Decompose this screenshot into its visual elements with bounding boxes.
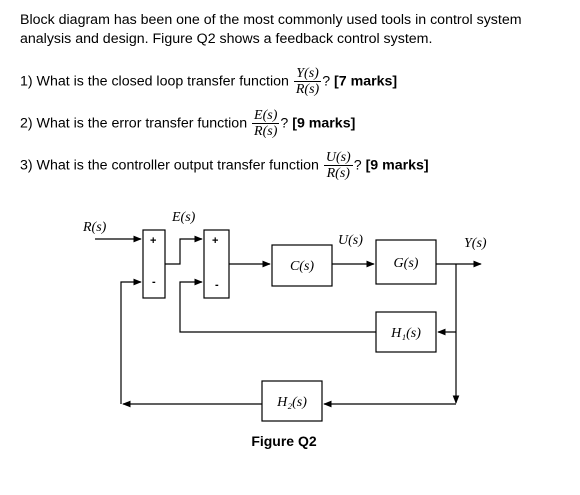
- output-label: Y(s): [464, 236, 487, 251]
- question-1-text: 1) What is the closed loop transfer function: [20, 73, 289, 90]
- question-1-numerator: Y(s): [294, 66, 321, 82]
- inner-feedback-label: H₁(s): [391, 326, 421, 341]
- sum2-plus: +: [212, 235, 219, 247]
- error-label: E(s): [172, 210, 196, 225]
- question-2-qmark: ?: [280, 115, 289, 132]
- input-label: R(s): [83, 220, 107, 235]
- question-2-denominator: R(s): [254, 124, 278, 139]
- control-signal-label: U(s): [338, 233, 363, 248]
- question-2-text: 2) What is the error transfer function: [20, 115, 248, 132]
- question-1-fraction: [294, 66, 321, 97]
- outer-feedback-path: [121, 282, 141, 404]
- sum1-minus: -: [152, 276, 156, 288]
- question-3: [20, 150, 429, 181]
- question-2-fraction: [252, 108, 279, 139]
- intro-paragraph: Block diagram has been one of the most commonly used tools in control system analysis and design. Figure Q2 shows a feedback control system.: [20, 12, 522, 47]
- question-3-numerator: U(s): [325, 150, 351, 165]
- question-1-qmark: ?: [322, 73, 331, 90]
- inner-feedback-path: [180, 282, 376, 332]
- question-3-denominator: R(s): [326, 166, 350, 181]
- sum1-plus: +: [150, 235, 157, 247]
- question-1-denominator: R(s): [295, 82, 320, 97]
- block-diagram: [0, 200, 580, 495]
- question-1-marks: [7 marks]: [334, 73, 398, 90]
- question-3-qmark: ?: [353, 157, 362, 174]
- question-2-marks: [9 marks]: [292, 115, 356, 132]
- sum2-minus: -: [215, 279, 219, 291]
- question-3-fraction: [324, 150, 353, 181]
- question-3-marks: [9 marks]: [365, 157, 429, 174]
- error-signal-arrow: [165, 239, 202, 264]
- figure-caption: Figure Q2: [251, 433, 317, 449]
- question-3-text: 3) What is the controller output transfer function: [20, 157, 319, 174]
- controller-label: C(s): [289, 259, 315, 274]
- outer-feedback-label: H₂(s): [277, 395, 307, 410]
- plant-label: G(s): [393, 256, 419, 271]
- question-2: [20, 108, 355, 139]
- question-1: [20, 66, 397, 97]
- question-2-numerator: E(s): [254, 108, 278, 123]
